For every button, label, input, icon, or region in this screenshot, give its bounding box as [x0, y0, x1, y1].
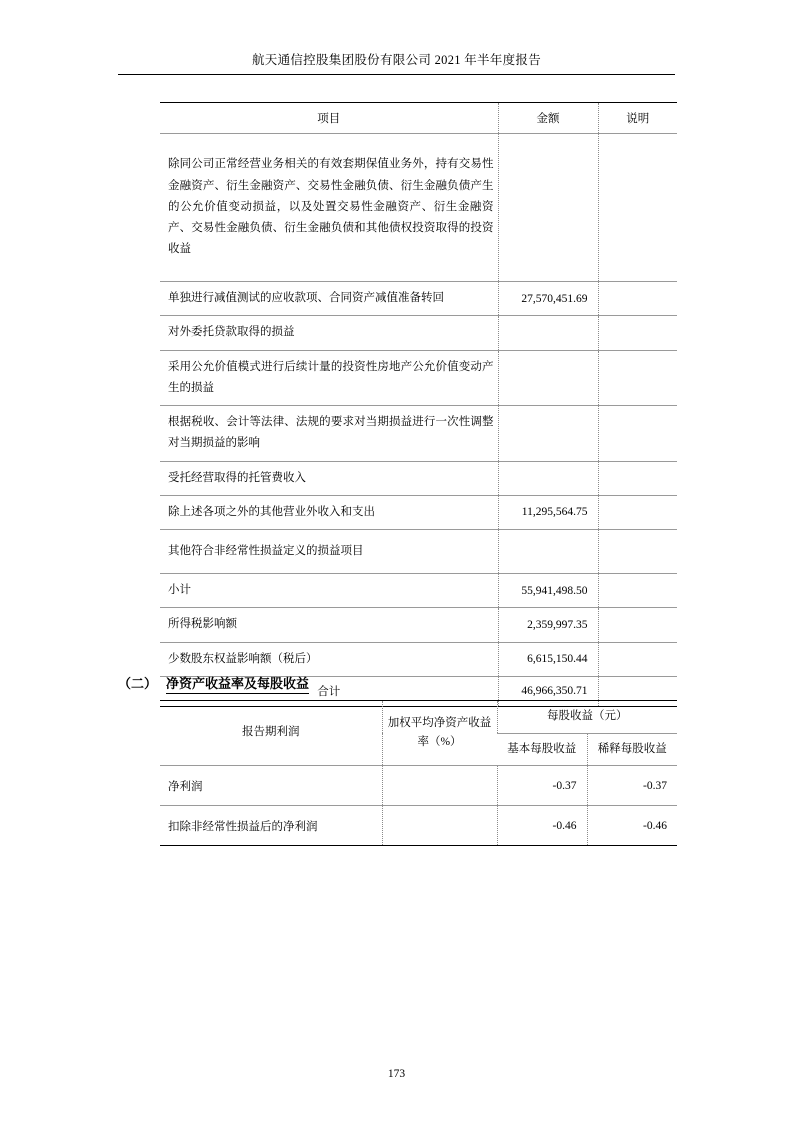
page-number: 173 — [387, 1068, 406, 1080]
row-label: 对外委托贷款取得的损益 — [160, 316, 498, 350]
row-note — [598, 350, 677, 406]
row-basic-eps: -0.46 — [497, 806, 587, 846]
row-amount: 27,570,451.69 — [498, 282, 598, 316]
row-amount — [498, 350, 598, 406]
table-row — [160, 806, 677, 846]
row-amount — [498, 461, 598, 495]
table-row — [160, 461, 677, 495]
section-number: （二） — [118, 676, 158, 691]
row-note — [598, 282, 677, 316]
row-label: 扣除非经常性损益后的净利润 — [160, 806, 382, 846]
row-amount — [498, 316, 598, 350]
row-label: 受托经营取得的托管费收入 — [160, 461, 498, 495]
row-label: 采用公允价值模式进行后续计量的投资性房地产公允价值变动产生的损益 — [160, 350, 498, 406]
page-header: 航天通信控股集团股份有限公司 2021 年半年度报告 — [251, 53, 542, 67]
row-label: 小计 — [160, 574, 498, 608]
column-header-item: 项目 — [160, 103, 498, 134]
row-amount — [498, 530, 598, 574]
row-label: 净利润 — [160, 766, 382, 806]
row-note — [598, 495, 677, 529]
row-label: 少数股东权益影响额（税后） — [160, 642, 498, 676]
table-row — [160, 134, 677, 282]
table-header-row — [160, 103, 677, 134]
eps-column-header-basic: 基本每股收益 — [497, 733, 587, 766]
table-row — [160, 316, 677, 350]
row-amount — [498, 134, 598, 282]
row-note — [598, 642, 677, 676]
row-amount: 2,359,997.35 — [498, 608, 598, 642]
total-label: 合计 — [160, 676, 498, 706]
row-diluted-eps: -0.46 — [587, 806, 677, 846]
row-label: 除同公司正常经营业务相关的有效套期保值业务外，持有交易性金融资产、衍生金融资产、交易性金融负债、衍生金融负债产生的公允价值变动损益，以及处置交易性金融资产、衍生金融资产、交易性金融负债、衍生金融负债和其他债权投资取得的投资收益 — [160, 134, 498, 282]
row-note — [598, 608, 677, 642]
row-label: 单独进行减值测试的应收款项、合同资产减值准备转回 — [160, 282, 498, 316]
row-amount: 55,941,498.50 — [498, 574, 598, 608]
row-roe — [382, 806, 497, 846]
nonrecurring-items-table-wrap — [160, 102, 677, 707]
eps-column-header-profit: 报告期利润 — [160, 701, 382, 766]
row-label: 除上述各项之外的其他营业外收入和支出 — [160, 495, 498, 529]
section-heading — [118, 673, 678, 694]
row-note — [598, 574, 677, 608]
table-row — [160, 530, 677, 574]
table-row — [160, 608, 677, 642]
row-label: 根据税收、会计等法律、法规的要求对当期损益进行一次性调整对当期损益的影响 — [160, 406, 498, 462]
total-amount: 46,966,350.71 — [498, 676, 598, 706]
row-roe — [382, 766, 497, 806]
eps-column-header-diluted: 稀释每股收益 — [587, 733, 677, 766]
table-row — [160, 574, 677, 608]
eps-table — [160, 700, 677, 846]
eps-column-header-group: 每股收益（元） — [497, 701, 677, 734]
eps-table-wrap — [160, 700, 677, 846]
table-row — [160, 406, 677, 462]
row-amount: 11,295,564.75 — [498, 495, 598, 529]
row-note — [598, 461, 677, 495]
column-header-note: 说明 — [598, 103, 677, 134]
column-header-amount: 金额 — [498, 103, 598, 134]
nonrecurring-items-table — [160, 102, 677, 707]
row-amount: 6,615,150.44 — [498, 642, 598, 676]
table-row — [160, 282, 677, 316]
row-note — [598, 134, 677, 282]
table-row — [160, 495, 677, 529]
table-row — [160, 350, 677, 406]
row-label: 其他符合非经常性损益定义的损益项目 — [160, 530, 498, 574]
header-divider — [118, 74, 675, 75]
row-amount — [498, 406, 598, 462]
table-row — [160, 766, 677, 806]
table-row — [160, 642, 677, 676]
section-title: 净资产收益率及每股收益 — [166, 673, 309, 694]
row-note — [598, 316, 677, 350]
row-basic-eps: -0.37 — [497, 766, 587, 806]
eps-column-header-roe: 加权平均净资产收益率（%） — [382, 701, 497, 766]
eps-header-row-1 — [160, 701, 677, 734]
row-note — [598, 406, 677, 462]
row-label: 所得税影响额 — [160, 608, 498, 642]
row-diluted-eps: -0.37 — [587, 766, 677, 806]
row-note — [598, 530, 677, 574]
